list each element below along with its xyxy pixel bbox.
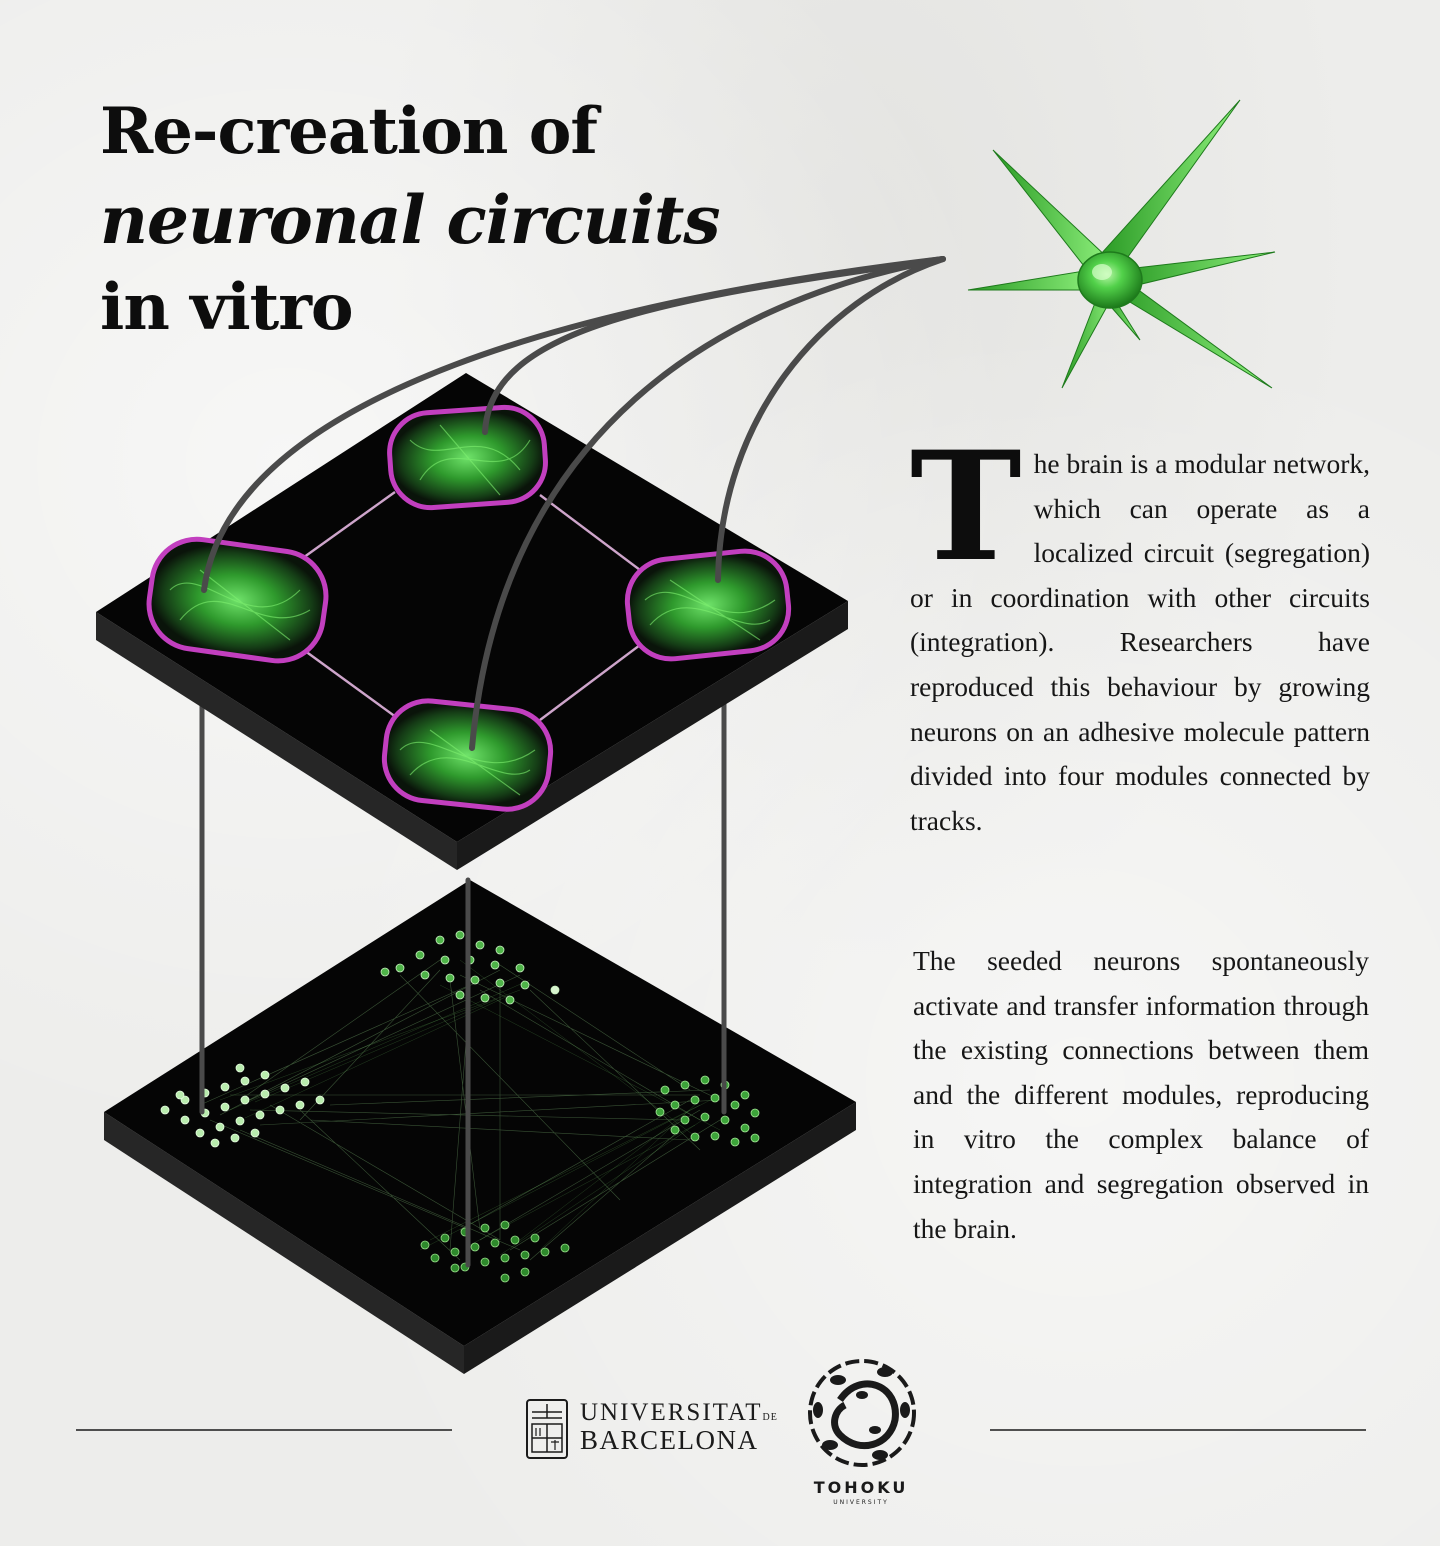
body-paragraph-1 (910, 419, 1370, 843)
tohoku-wordmark: TOHOKU (813, 1478, 909, 1497)
title-line-2: neuronal circuits (100, 181, 720, 259)
module-bottom (380, 697, 555, 814)
body-paragraph-2: The seeded neurons spontaneously activate and transfer information through the existing connections between them and the different modules, reproducing in vitro the complex balance of integration and segregation observed in the brain. (913, 945, 1369, 1244)
paragraph-1-text: he brain is a modular network, which can operate as a localized circuit (segregation) or in coordination with other circuits (integration). Researchers have reproduced this behaviour by growing neurons on an adhesive molecule pattern divided into four modules connected by tracks. (910, 448, 1370, 836)
module-right (623, 547, 793, 663)
ub-seal-logo (527, 1400, 567, 1458)
neuron-icon (968, 100, 1275, 388)
ub-wordmark-line2: BARCELONA (580, 1425, 759, 1455)
tohoku-wordmark-sub: UNIVERSITY (833, 1499, 889, 1506)
bottom-plate (104, 880, 856, 1374)
top-plate (96, 373, 848, 870)
title-line-3: in vitro (100, 270, 353, 345)
ub-wordmark-de: DE (762, 1412, 778, 1423)
module-top (387, 405, 548, 511)
tohoku-emblem-logo (810, 1361, 914, 1465)
title-line-1: Re-creation of (100, 94, 597, 169)
ub-wordmark-line1: UNIVERSITAT (580, 1399, 763, 1426)
drop-cap: T (910, 419, 1022, 595)
ub-wordmark (580, 1400, 778, 1454)
